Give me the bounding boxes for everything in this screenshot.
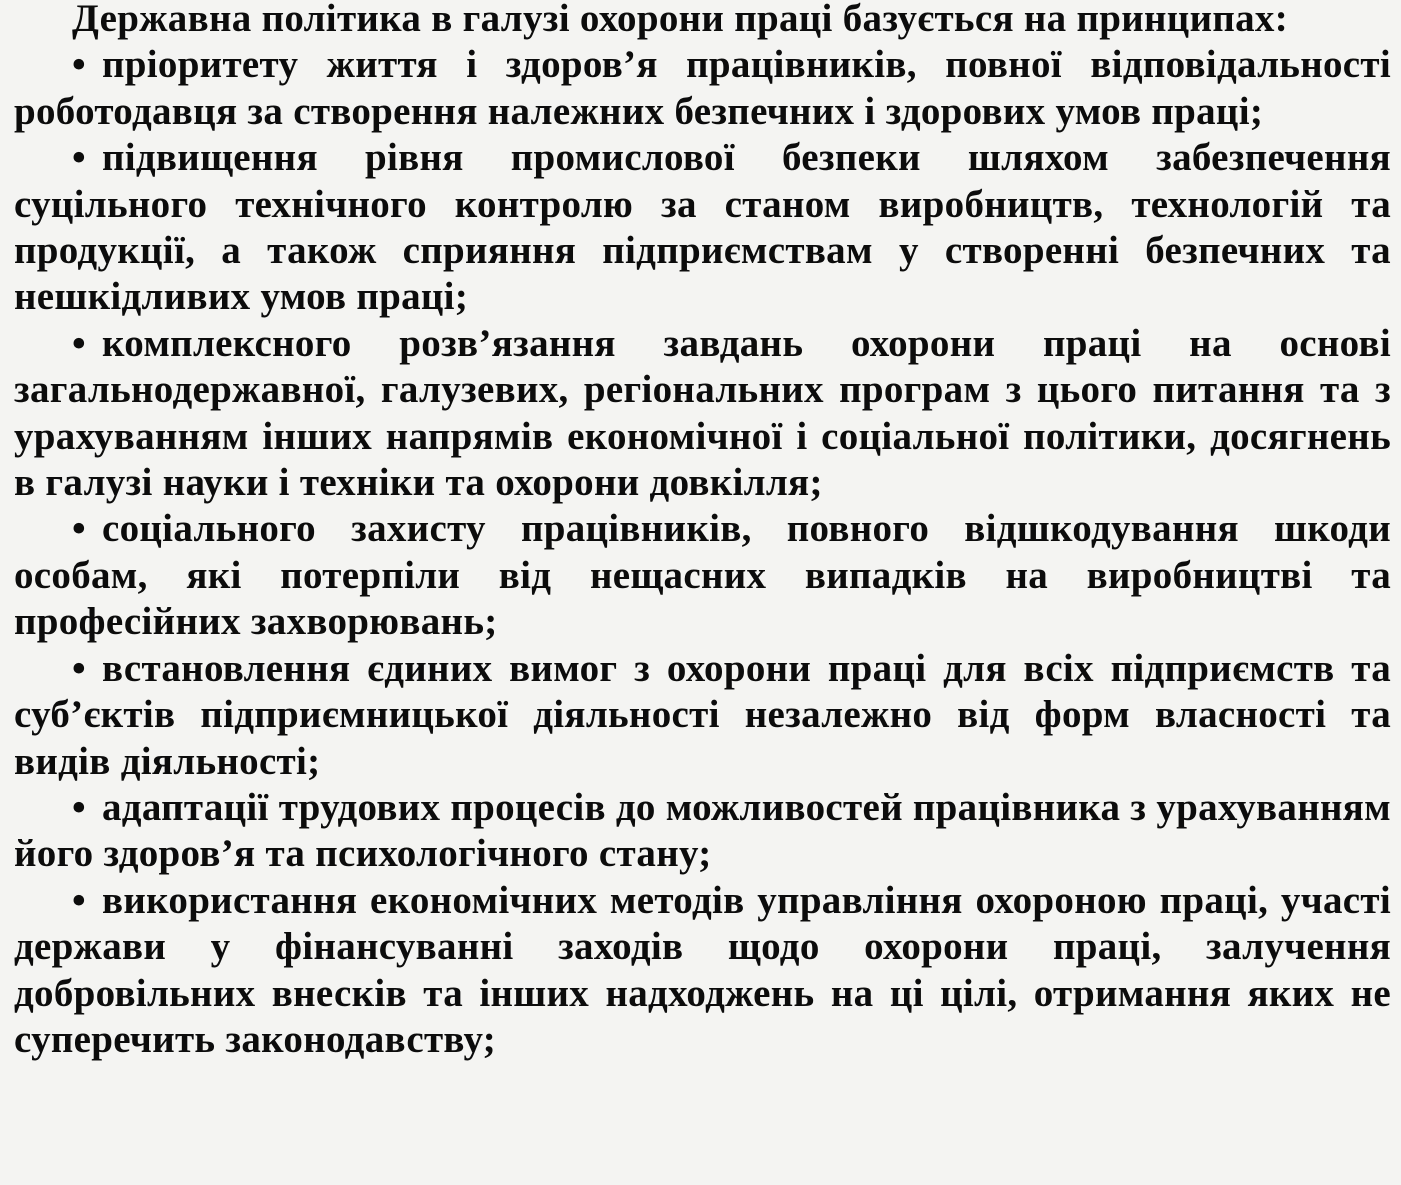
intro-paragraph: Державна політика в галузі охорони праці базується на принципах: bbox=[72, 0, 1289, 40]
bullet-icon: • bbox=[72, 43, 86, 87]
principle-item-3 bbox=[14, 321, 1391, 507]
principle-item-text: встановлення єдиних вимог з охорони праці для всіх підприємств та суб’єктів підприємницької діяльності незалежно від форм власності та видів діяльності; bbox=[14, 646, 1391, 783]
principle-item-text: використання економічних методів управління охороною праці, участі держави у фінансуванні заходів щодо охорони праці, залучення добровільних внесків та інших надходжень на ці цілі, отримання яких не суперечить законодавству; bbox=[14, 878, 1391, 1061]
principle-item-text: пріоритету життя і здоров’я працівників, повної відповідальності роботодавця за створення належних безпечних і здорових умов праці; bbox=[14, 43, 1391, 133]
principle-item-4 bbox=[14, 506, 1391, 645]
principle-item-6 bbox=[14, 785, 1391, 878]
bullet-icon: • bbox=[72, 321, 86, 365]
bullet-icon: • bbox=[72, 136, 86, 180]
principle-item-1 bbox=[14, 42, 1391, 135]
bullet-icon: • bbox=[72, 646, 86, 690]
principle-item-text: соціального захисту працівників, повного відшкодування шкоди особам, які потерпіли від нещасних випадків на виробництві та професійних захворювань; bbox=[14, 507, 1391, 644]
principle-item-7 bbox=[14, 878, 1391, 1064]
principle-item-text: комплексного розв’язання завдань охорони праці на основі загальнодержавної, галузевих, регіональних програм з цього питання та з урахуванням інших напрямів економічної і соціальної політики, досягнень в галузі науки і техніки та охорони довкілля; bbox=[14, 321, 1391, 505]
principle-item-5 bbox=[14, 646, 1391, 785]
principle-item-2 bbox=[14, 135, 1391, 321]
principle-item-text: адаптації трудових процесів до можливостей працівника з урахуванням його здоров’я та психологічного стану; bbox=[14, 785, 1391, 876]
principle-item-text: підвищення рівня промислової безпеки шляхом забезпечення суцільного технічного контролю за станом виробництв, технологій та продукції, а також сприяння підприємствам у створенні безпечних та нешкідливих умов праці; bbox=[14, 136, 1391, 319]
bullet-icon: • bbox=[72, 507, 86, 551]
bullet-icon: • bbox=[72, 878, 86, 922]
bullet-icon: • bbox=[72, 785, 86, 829]
